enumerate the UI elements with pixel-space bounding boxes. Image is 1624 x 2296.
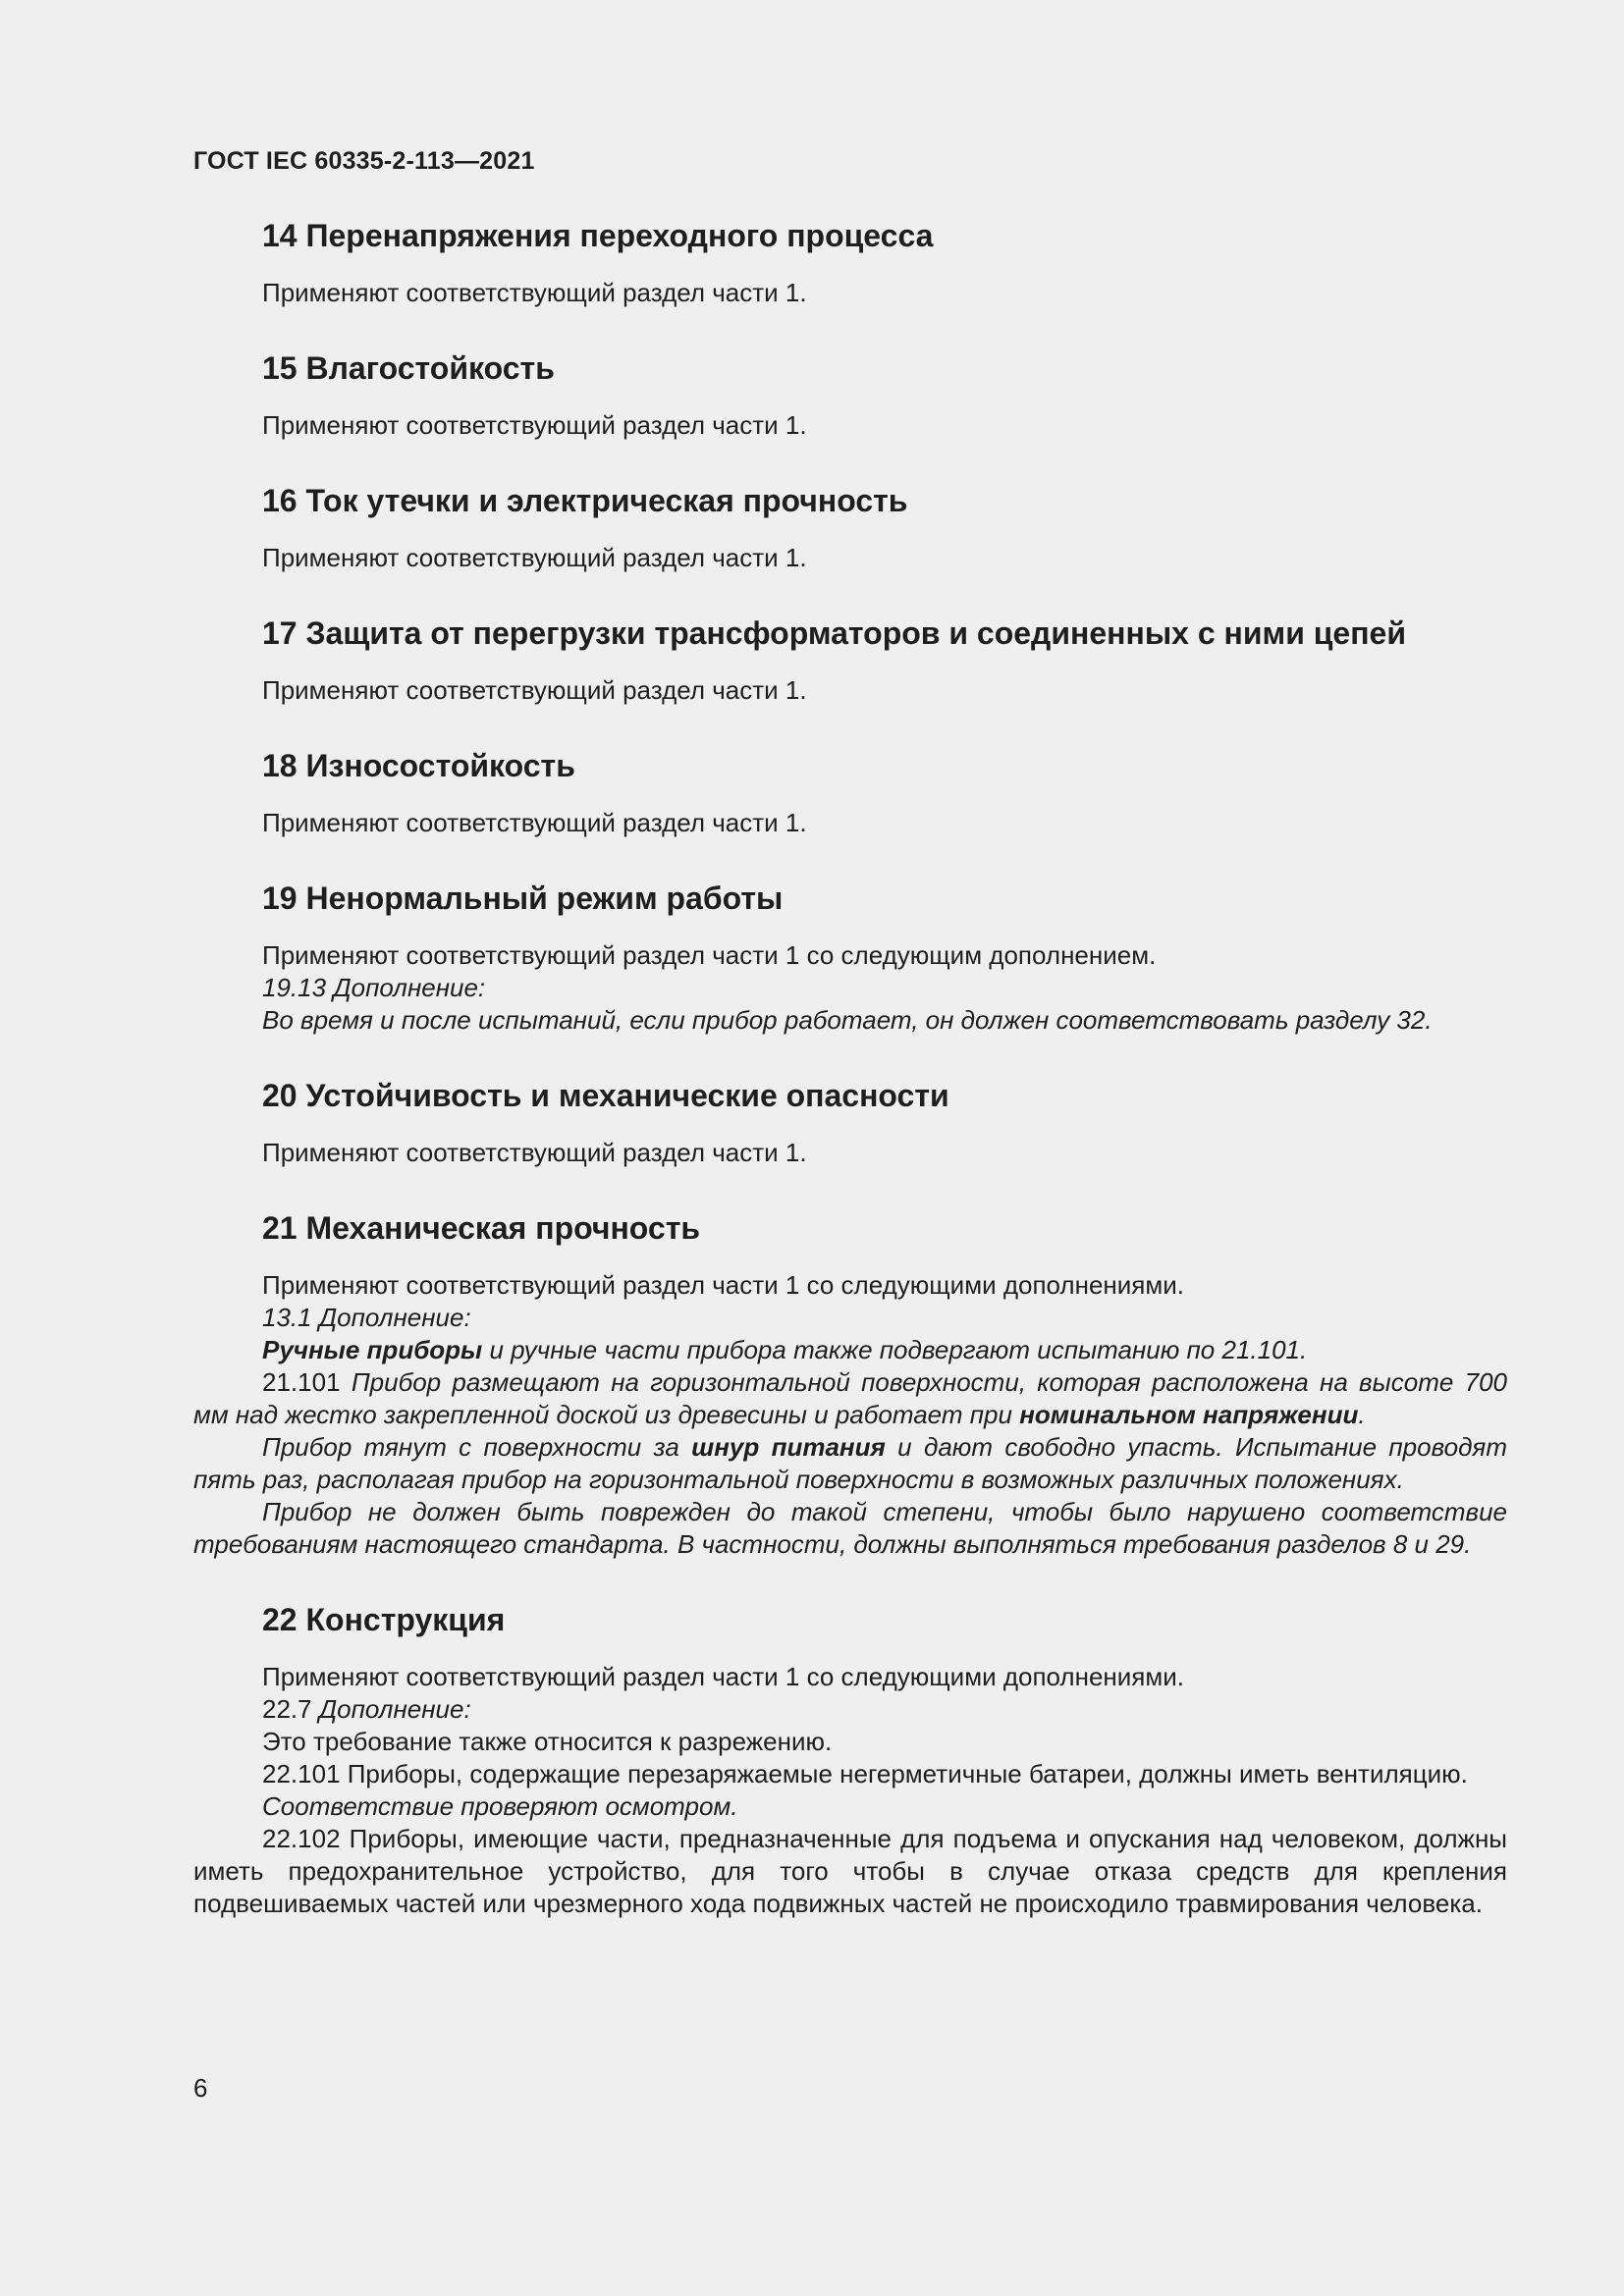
section-16-text: Применяют соответствующий раздел части 1. (262, 543, 807, 572)
section-19-title: 19 Ненормальный режим работы (262, 881, 784, 916)
section-22-paragraph-2: 22.101 Приборы, содержащие перезаряжаемые негерметичные батареи, должны иметь вентиляцию. (262, 1759, 1468, 1789)
subclause-label: Дополнение: (333, 973, 486, 1002)
section-21-paragraph-4: Прибор не должен быть поврежден до такой степени, чтобы было нарушено соответствие требованиям настоящего стандарта. В частности, должны выполняться требования разделов 8 и 29. (193, 1497, 1507, 1559)
section-16-title: 16 Ток утечки и электрическая прочность (262, 483, 908, 518)
subclause-label: Дополнение: (318, 1694, 471, 1724)
section-22-subclause (193, 1693, 1507, 1726)
section-21-paragraph-3: Прибор тянут с поверхности за шнур питания и дают свободно упасть. Испытание проводят пять раз, располагая прибор на горизонтальной поверхности в возможных различных положениях. (193, 1432, 1507, 1494)
section-20 (193, 1076, 1507, 1169)
section-19 (193, 879, 1507, 1037)
section-17 (193, 614, 1507, 707)
section-21-paragraph-1: Ручные приборы и ручные части прибора также подвергают испытанию по 21.101. (262, 1335, 1308, 1364)
section-21-text: Применяют соответствующий раздел части 1 со следующими дополнениями. (262, 1270, 1184, 1300)
section-22-paragraph-4: 22.102 Приборы, имеющие части, предназначенные для подъема и опускания над человеком, должны иметь предохранительное устройство, для того чтобы в случае отказа средств для крепления подвешиваемых частей или чрезмерного хода подвижных частей не происходило травмирования человека. (193, 1824, 1507, 1918)
section-19-text: Применяют соответствующий раздел части 1 со следующим дополнением. (262, 940, 1157, 970)
section-21-title: 21 Механическая прочность (262, 1210, 701, 1246)
section-22-paragraph-3: Соответствие проверяют осмотром. (262, 1791, 738, 1821)
section-15 (193, 348, 1507, 442)
page-number: 6 (193, 2073, 208, 2103)
section-15-title: 15 Влагостойкость (262, 350, 555, 386)
subclause-label: Дополнение: (318, 1303, 471, 1332)
section-21-subclause (193, 1302, 1507, 1334)
section-14-text: Применяют соответствующий раздел части 1. (262, 278, 807, 307)
section-19-subclause-text: Во время и после испытаний, если прибор работает, он должен соответствовать разделу 32. (262, 1005, 1433, 1035)
section-22-paragraph-1: Это требование также относится к разрежению. (262, 1727, 833, 1756)
subclause-number: 22.7 (262, 1694, 312, 1724)
section-22-title: 22 Конструкция (262, 1602, 506, 1637)
section-20-title: 20 Устойчивость и механические опасности (262, 1078, 949, 1113)
section-21-paragraph-2: 21.101 Прибор размещают на горизонтальной поверхности, которая расположена на высоте 700 мм над жестко закрепленной доской из древесины и работает при номинальном напряжении. (193, 1367, 1507, 1429)
section-17-text: Применяют соответствующий раздел части 1. (262, 675, 807, 705)
section-22 (193, 1600, 1507, 1920)
section-18-title: 18 Износостойкость (262, 748, 575, 783)
subclause-number: 19.13 (262, 973, 327, 1002)
section-16 (193, 481, 1507, 574)
term-rated-voltage: номинальном напряжении (1019, 1400, 1359, 1429)
section-15-text: Применяют соответствующий раздел части 1. (262, 410, 807, 440)
term-supply-cord: шнур питания (691, 1432, 886, 1462)
page-content (193, 216, 1507, 1959)
section-22-text: Применяют соответствующий раздел части 1 со следующими дополнениями. (262, 1662, 1184, 1691)
term-hand-held-appliances: Ручные приборы (262, 1335, 483, 1364)
document-code-header: ГОСТ IEC 60335-2-113—2021 (193, 147, 535, 175)
section-20-text: Применяют соответствующий раздел части 1. (262, 1138, 807, 1167)
clause-number: 21.101 (262, 1367, 341, 1397)
section-14 (193, 216, 1507, 309)
section-21 (193, 1208, 1507, 1561)
section-14-title: 14 Перенапряжения переходного процесса (262, 218, 934, 253)
section-18-text: Применяют соответствующий раздел части 1. (262, 808, 807, 837)
subclause-number: 13.1 (262, 1303, 312, 1332)
section-19-subclause (193, 972, 1507, 1004)
section-17-title: 17 Защита от перегрузки трансформаторов и соединенных с ними цепей (262, 615, 1407, 651)
section-18 (193, 746, 1507, 839)
